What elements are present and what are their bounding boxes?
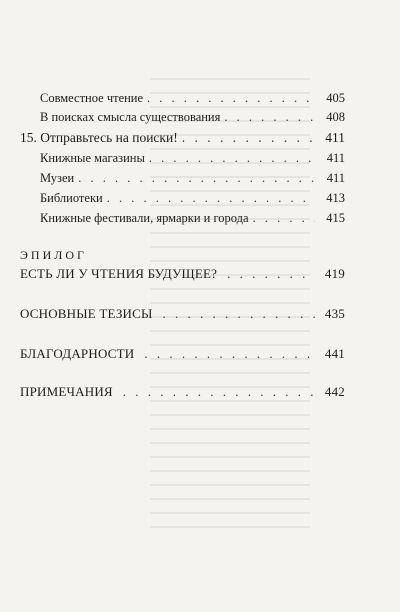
- dot-leader: [149, 151, 315, 166]
- dot-leader: [227, 266, 315, 282]
- toc-entry: [0, 110, 400, 130]
- toc-entry-label: Книжные магазины: [40, 151, 145, 165]
- toc-chapter-entry: [0, 130, 400, 150]
- dot-leader: [123, 384, 315, 400]
- toc-entry-page: 413: [326, 191, 345, 205]
- toc-entry-page: 419: [324, 266, 345, 281]
- toc-entry-label: ЕСТЬ ЛИ У ЧТЕНИЯ БУДУЩЕЕ?: [20, 266, 218, 281]
- toc-entry-page: 442: [324, 384, 345, 399]
- toc-entry: [0, 191, 400, 211]
- toc-entry: [0, 91, 400, 111]
- toc-entry: [0, 171, 400, 191]
- dot-leader: [253, 211, 315, 226]
- toc-entry: [0, 151, 400, 171]
- toc-entry-label: Совместное чтение: [40, 91, 144, 105]
- dot-leader: [78, 171, 315, 186]
- toc-entry-page: 411: [326, 171, 345, 185]
- toc-section-entry: [0, 266, 400, 286]
- toc-entry: [0, 211, 400, 231]
- toc-entry-label: 15. Отправьтесь на поиски!: [20, 130, 178, 145]
- dot-leader: [107, 191, 315, 206]
- toc-entry-page: 405: [326, 91, 345, 105]
- toc-entry-page: 411: [326, 151, 345, 165]
- toc-section-entry: [0, 306, 400, 326]
- toc-entry-label: ОСНОВНЫЕ ТЕЗИСЫ: [20, 306, 153, 321]
- dot-leader: [224, 110, 315, 125]
- toc-entry-page: 408: [326, 110, 345, 124]
- dot-leader: [163, 306, 315, 322]
- epilog-heading: ЭПИЛОГ: [20, 248, 87, 262]
- toc-entry-page: 411: [325, 130, 345, 145]
- toc-entry-label: Книжные фестивали, ярмарки и города: [40, 211, 249, 225]
- toc-entry-page: 435: [324, 306, 345, 321]
- toc-entry-label: Библиотеки: [40, 191, 103, 205]
- dot-leader: [144, 346, 315, 362]
- toc-section-entry: [0, 384, 400, 404]
- toc-entry-label: БЛАГОДАРНОСТИ: [20, 346, 135, 361]
- toc-entry-page: 441: [324, 346, 345, 361]
- dot-leader: [182, 130, 315, 146]
- toc-entry-label: Музеи: [40, 171, 75, 185]
- toc-entry-label: ПРИМЕЧАНИЯ: [20, 384, 113, 399]
- toc-entry-label: В поисках смысла существования: [40, 110, 221, 124]
- toc-entry-page: 415: [326, 211, 345, 225]
- toc-section-entry: [0, 346, 400, 366]
- dot-leader: [147, 91, 315, 106]
